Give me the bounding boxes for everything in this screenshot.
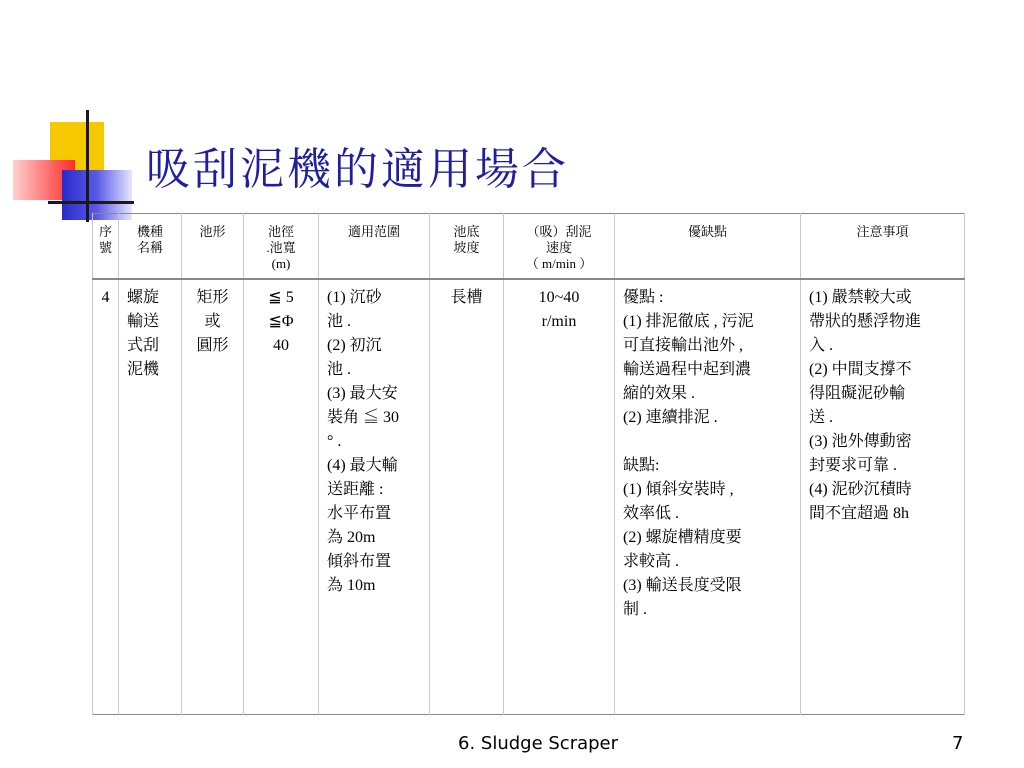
header-tank-diameter: 池徑 .池寬 (m)	[244, 214, 319, 280]
table-header-row	[93, 214, 965, 280]
header-scraping-speed: （吸）刮泥 速度 （ m/min ）	[504, 214, 615, 280]
header-pros-cons: 優缺點	[615, 214, 801, 280]
page-number: 7	[952, 733, 964, 754]
cell-scope: (1) 沉砂 池 . (2) 初沉 池 . (3) 最大安 裝角 ≦ 30 ° . (4) 最大輸 送距離 : 水平布置 為 20m 傾斜布置 為 10m	[319, 279, 430, 715]
cell-scraping-speed: 10~40 r/min	[504, 279, 615, 715]
cell-bottom-slope: 長槽	[430, 279, 504, 715]
table-row	[93, 279, 965, 715]
slide-title: 吸刮泥機的適用場合	[146, 144, 569, 195]
header-notes: 注意事項	[801, 214, 965, 280]
decor-vertical-line	[86, 110, 89, 222]
footer-text: 6. Sludge Scraper	[458, 733, 619, 754]
scraper-table	[92, 213, 965, 715]
cell-pros-cons: 優點 : (1) 排泥徹底 , 污泥 可直接輸出池外 , 輸送過程中起到濃 縮的效果 . (2) 連續排泥 . 缺點: (1) 傾斜安裝時 , 效率低 . (2) 螺旋槽精度要 求較高 . (3) 輸送長度受限 制 .	[615, 279, 801, 715]
header-scope: 適用范圍	[319, 214, 430, 280]
header-serial-no: 序 號	[93, 214, 119, 280]
cell-model-name: 螺旋 輸送 式刮 泥機	[119, 279, 182, 715]
header-model-name: 機種 名稱	[119, 214, 182, 280]
cell-serial-no: 4	[93, 279, 119, 715]
header-tank-shape: 池形	[182, 214, 244, 280]
decor-horizontal-line	[48, 201, 134, 204]
cell-tank-diameter: ≦ 5 ≦Φ 40	[244, 279, 319, 715]
cell-notes: (1) 嚴禁較大或 帶狀的懸浮物進 入 . (2) 中間支撐不 得阻礙泥砂輸 送 . (3) 池外傳動密 封要求可靠 . (4) 泥砂沉積時 間不宜超過 8h	[801, 279, 965, 715]
header-bottom-slope: 池底 坡度	[430, 214, 504, 280]
cell-tank-shape: 矩形 或 圓形	[182, 279, 244, 715]
